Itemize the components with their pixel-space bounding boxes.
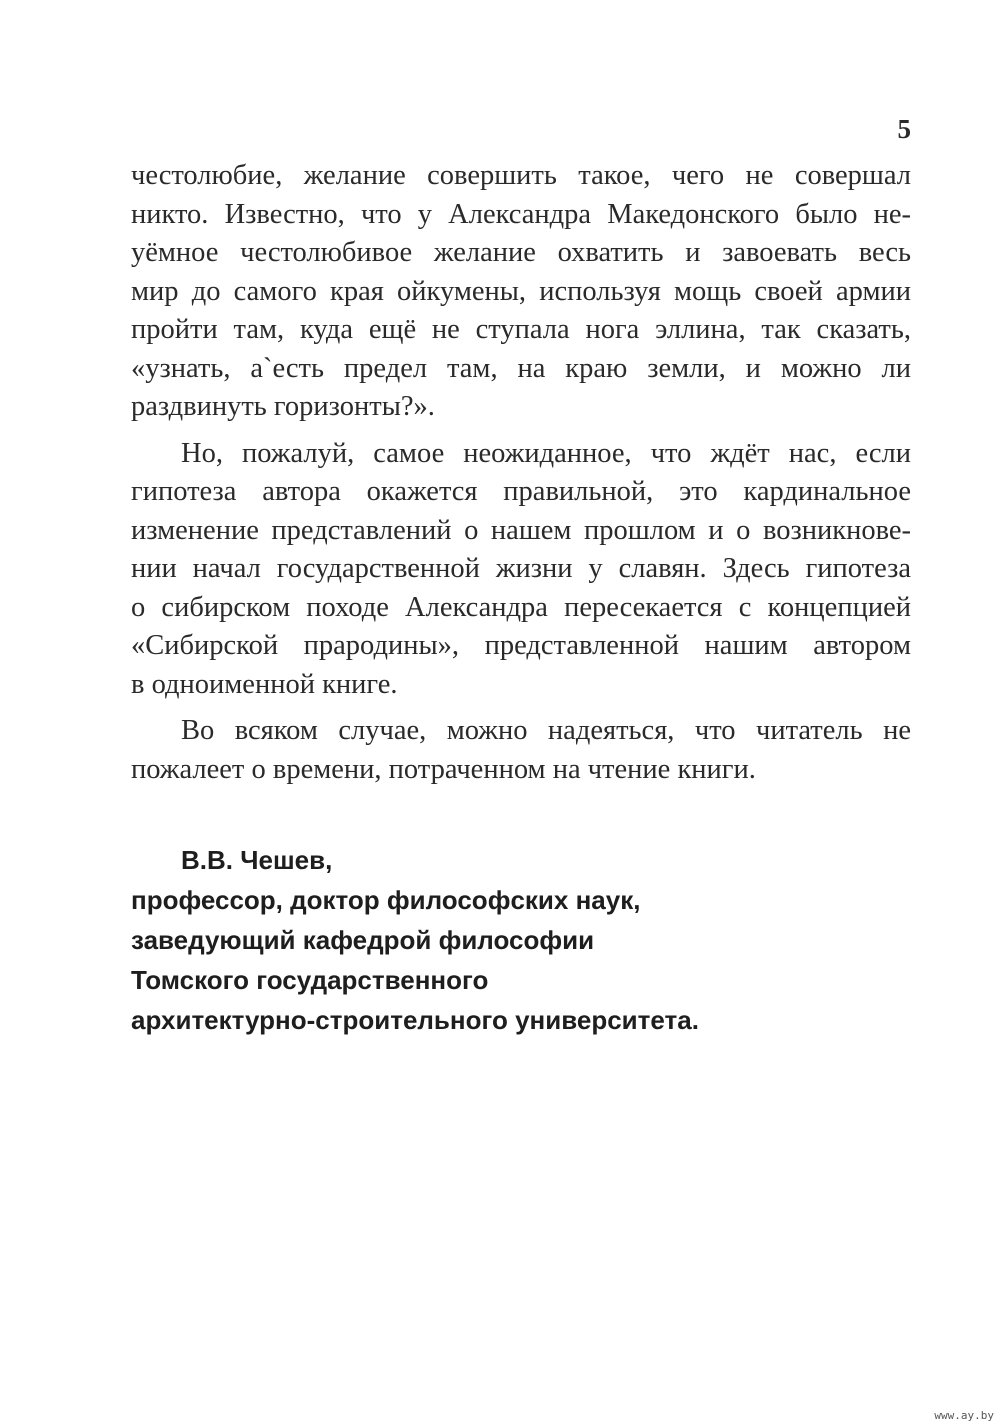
author-affiliation: Томского государственного [131,965,489,995]
text-line: «узнать, а`есть предел там, на краю земли, и можно ли [131,352,911,384]
text-line: Но, пожалуй, самое неожиданное, что ждёт нас, если [181,437,911,469]
text-line: о сибирском походе Александра пересекается с концепцией [131,591,911,623]
text-line: пройти там, куда ещё не ступала нога эллина, так сказать, [131,314,911,345]
author-name: В.В. Чешев, [181,845,333,875]
signature-block [131,840,699,1040]
text-line: «Сибирской прародины», представленной нашим автором [131,630,911,661]
text-line: гипотеза автора окажется правильной, это кардинальное [131,476,911,507]
text-line: в одноименной книге. [131,668,398,700]
author-position: заведующий кафедрой философии [131,925,595,955]
author-affiliation-cont: архитектурно-строительного университета. [131,1005,699,1035]
text-line: никто. Известно, что у Александра Македонского было не- [131,198,911,230]
watermark: www.ay.by [934,1409,994,1422]
text-line: раздвинуть горизонты?». [131,391,435,422]
text-line: честолюбие, желание совершить такое, чего не совершал [131,160,911,191]
page-number: 5 [897,114,911,144]
text-line: изменение представлений о нашем прошлом и о возникнове- [131,514,911,546]
text-line: уёмное честолюбивое желание охватить и завоевать весь [131,237,911,268]
body-text [131,157,911,789]
text-line: Во всяком случае, можно надеяться, что читатель не [181,715,911,746]
text-line: пожалеет о времени, потраченном на чтение книги. [131,753,756,785]
author-title: профессор, доктор философских наук, [131,885,641,915]
text-line: нии начал государственной жизни у славян. Здесь гипотеза [131,553,911,584]
text-line: мир до самого края ойкумены, используя мощь своей армии [131,275,911,307]
